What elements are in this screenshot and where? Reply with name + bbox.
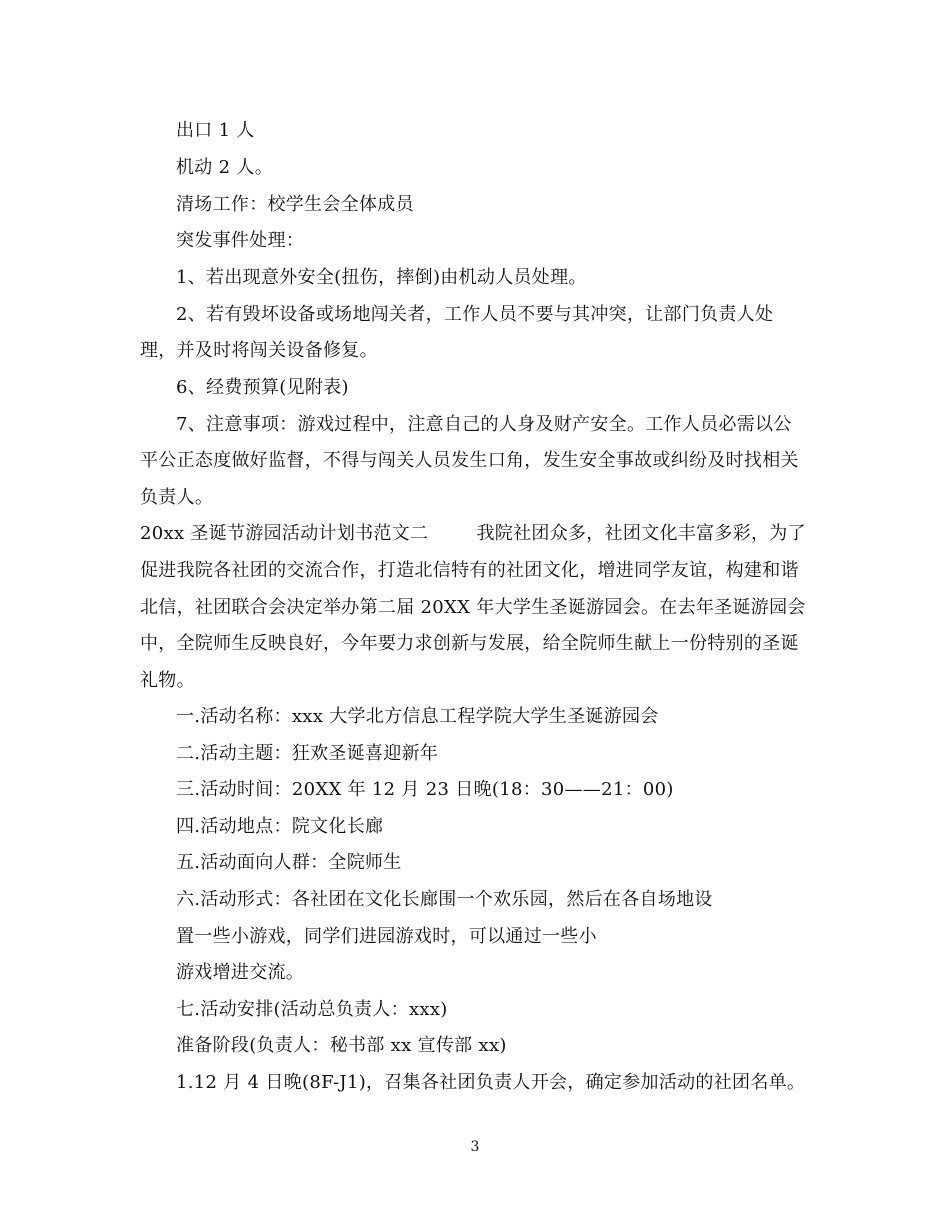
text-line: 三.活动时间：20XX 年 12 月 23 日晚(18：30——21：00) xyxy=(176,779,674,800)
text-line: 置一些小游戏，同学们进园游戏时，可以通过一些小 xyxy=(176,926,597,947)
text-line: 7、注意事项：游戏过程中，注意自己的人身及财产安全。工作人员必需以公 xyxy=(176,414,792,435)
text-line: 五.活动面向人群：全院师生 xyxy=(176,852,402,873)
text-line: 促进我院各社团的交流合作，打造北信特有的社团文化，增进同学友谊，构建和谐 xyxy=(140,560,799,581)
text-line: 理，并及时将闯关设备修复。 xyxy=(140,340,378,361)
text-line: 20xx 圣诞节游园活动计划书范文二 我院社团众多，社团文化丰富多彩，为了 xyxy=(140,523,806,544)
text-line: 游戏增进交流。 xyxy=(176,962,305,983)
text-line: 1.12 月 4 日晚(8F-J1)，召集各社团负责人开会，确定参加活动的社团名单。 xyxy=(176,1072,806,1093)
text-line: 负责人。 xyxy=(140,487,214,508)
text-line: 四.活动地点：院文化长廊 xyxy=(176,816,384,837)
text-line: 礼物。 xyxy=(140,670,195,691)
text-line: 中，全院师生反映良好，今年要力求创新与发展，给全院师生献上一份特别的圣诞 xyxy=(140,633,799,654)
text-line: 2、若有毁坏设备或场地闯关者，工作人员不要与其冲突，让部门负责人处 xyxy=(176,304,774,325)
text-line: 一.活动名称：xxx 大学北方信息工程学院大学生圣诞游园会 xyxy=(176,706,659,727)
text-line: 二.活动主题：狂欢圣诞喜迎新年 xyxy=(176,743,439,764)
text-line: 七.活动安排(活动总负责人：xxx) xyxy=(176,999,448,1020)
text-line: 六.活动形式：各社团在文化长廊围一个欢乐园，然后在各自场地设 xyxy=(176,889,713,910)
text-line: 出口 1 人 xyxy=(176,120,255,141)
text-line: 北信，社团联合会决定举办第二届 20XX 年大学生圣诞游园会。在去年圣诞游园会 xyxy=(140,597,806,618)
text-line: 1、若出现意外安全(扭伤，摔倒)由机动人员处理。 xyxy=(176,267,587,288)
text-line: 突发事件处理： xyxy=(176,230,305,251)
text-line: 机动 2 人。 xyxy=(176,157,273,178)
text-line: 平公正态度做好监督，不得与闯关人员发生口角，发生安全事故或纠纷及时找相关 xyxy=(140,450,799,471)
text-line: 准备阶段(负责人：秘书部 xx 宣传部 xx) xyxy=(176,1035,507,1056)
text-line: 清场工作：校学生会全体成员 xyxy=(176,194,414,215)
page-number: 3 xyxy=(470,1139,480,1155)
text-line: 6、经费预算(见附表) xyxy=(176,377,349,398)
